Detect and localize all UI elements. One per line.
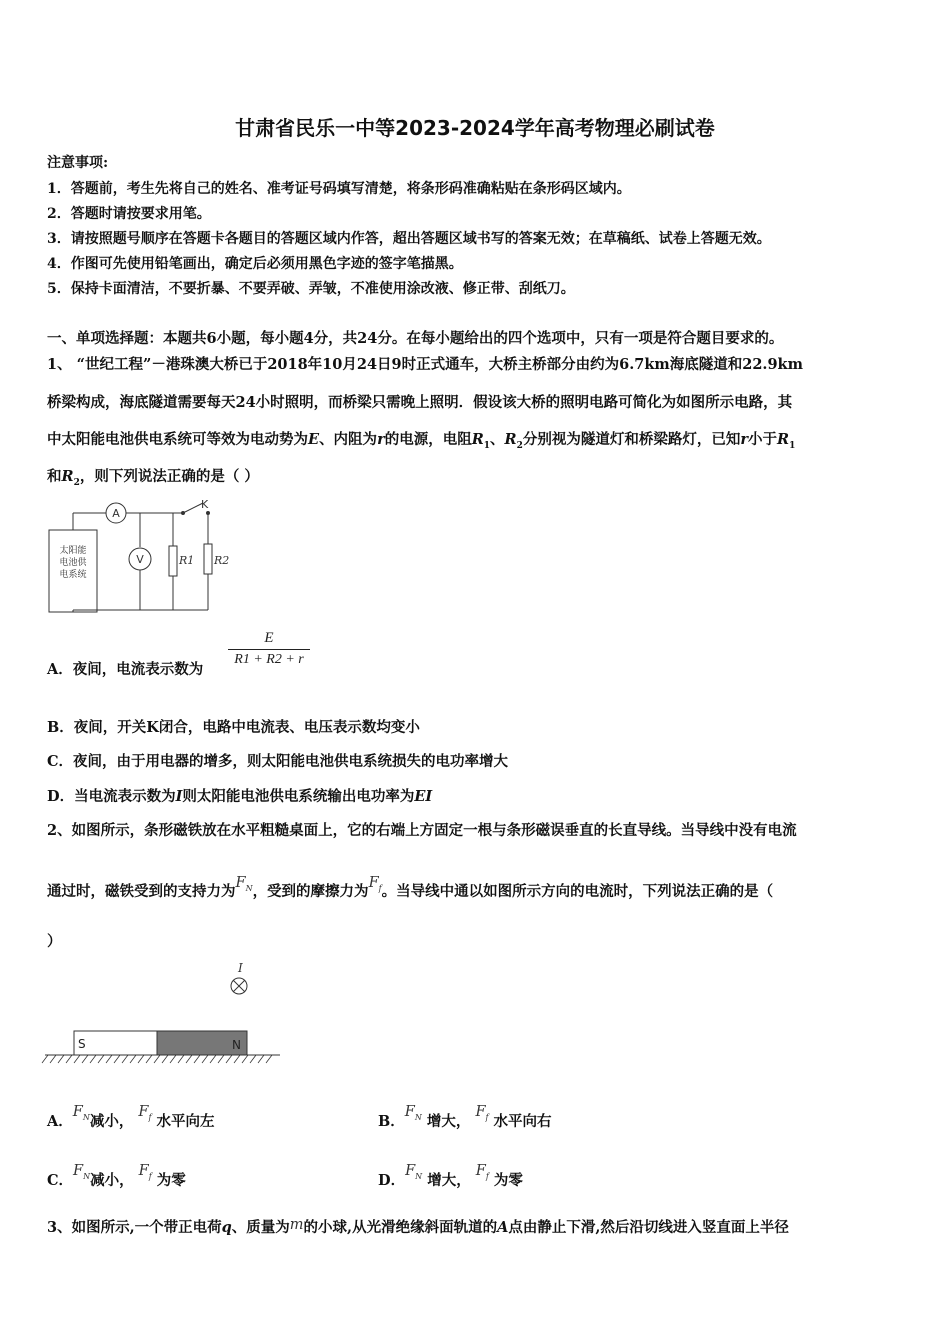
r2-label: R2 — [214, 554, 230, 567]
current-label: I — [238, 961, 243, 975]
q1-option-d: D．当电流表示数为I则太阳能电池供电系统输出电功率为EI — [47, 788, 433, 805]
table-hatch-mark — [194, 1055, 200, 1063]
table-hatch-mark — [186, 1055, 192, 1063]
table-hatch-mark — [242, 1055, 248, 1063]
notice-item-2: 2．答题时请按要求用笔。 — [47, 206, 211, 222]
table-hatch-mark — [162, 1055, 168, 1063]
table-hatch-mark — [234, 1055, 240, 1063]
table-hatch-mark — [42, 1055, 48, 1063]
notice-item-4: 4．作图可先使用铅笔画出，确定后必须用黑色字迹的签字笔描黑。 — [47, 256, 463, 272]
q3-line-1: 3、如图所示,一个带正电荷q、质量为m的小球,从光滑绝缘斜面轨道的A点由静止下滑,然后沿切线进入竖直面上半径 — [47, 1217, 789, 1236]
box-label-1: 太阳能 — [59, 546, 87, 556]
page-title: 甘肃省民乐一中等2023-2024学年高考物理必刷试卷 — [235, 116, 715, 140]
q1-option-c: C．夜间，由于用电器的增多，则太阳能电池供电系统损失的电功率增大 — [47, 753, 509, 770]
table-hatch-mark — [266, 1055, 272, 1063]
q2-line-2: 通过时，磁铁受到的支持力为$F_N$，受到的摩擦力为$F_f$。当导线中通以如图所示方向的电流时，下列说法正确的是（ — [47, 875, 774, 900]
r1-label: R1 — [179, 554, 195, 567]
table-hatch-mark — [58, 1055, 64, 1063]
table-hatch-mark — [146, 1055, 152, 1063]
table-hatch-mark — [250, 1055, 256, 1063]
q1-option-b: B．夜间，开关K闭合，电路中电流表、电压表示数均变小 — [47, 719, 420, 736]
switch-label: K — [201, 498, 209, 511]
table-hatch-mark — [154, 1055, 160, 1063]
table-hatch-mark — [258, 1055, 264, 1063]
magnet-south-half — [74, 1031, 157, 1055]
notice-heading: 注意事项: — [47, 155, 109, 171]
notice-item-3: 3．请按照题号顺序在答题卡各题目的答题区域内作答，超出答题区域书写的答案无效；在草稿纸、试卷上答题无效。 — [47, 231, 771, 247]
table-hatch-mark — [130, 1055, 136, 1063]
q1-line-3: 中太阳能电池供电系统可等效为电动势为E、内阻为r的电源，电阻$R_1$、$R_2$分别视为隧道灯和桥梁路灯，已知r小于$R_1$ — [47, 431, 796, 451]
circuit-diagram — [40, 495, 240, 620]
table-hatch-mark — [170, 1055, 176, 1063]
table-hatch-mark — [74, 1055, 80, 1063]
section-heading: 一、单项选择题：本题共6小题，每小题4分，共24分。在每小题给出的四个选项中，只有一项是符合题目要求的。 — [47, 330, 784, 347]
table-hatch-mark — [226, 1055, 232, 1063]
magnet-diagram — [40, 958, 290, 1068]
resistor-r1 — [169, 546, 177, 576]
table-hatch-mark — [90, 1055, 96, 1063]
q1-option-a-fraction: $\frac{E}{R1 + R2 + r}$ — [228, 630, 310, 668]
q1-line-2: 桥梁构成，海底隧道需要每天24小时照明，而桥梁只需晚上照明．假设该大桥的照明电路可简化为如图所示电路，其 — [47, 394, 793, 411]
notice-item-1: 1．答题前，考生先将自己的姓名、准考证号码填写清楚，将条形码准确粘贴在条形码区域内。 — [47, 181, 631, 197]
table-hatch-mark — [202, 1055, 208, 1063]
q1-line-1: 1、 “世纪工程”－港珠澳大桥已于2018年10月24日9时正式通车，大桥主桥部分由约为6.7km海底隧道和22.9km — [47, 356, 803, 373]
box-label-2: 电池供 — [59, 558, 87, 568]
south-label: S — [78, 1037, 86, 1051]
table-hatch-mark — [50, 1055, 56, 1063]
q2-option-c: C．$F_N$减小， $F_f$ 为零 — [47, 1163, 186, 1189]
box-label-3: 电系统 — [59, 570, 87, 580]
q2-option-b: B．$F_N$ 增大， $F_f$ 水平向右 — [378, 1104, 552, 1130]
ammeter-label: A — [112, 507, 120, 520]
table-hatch-mark — [82, 1055, 88, 1063]
table-hatch-mark — [218, 1055, 224, 1063]
table-hatch-mark — [178, 1055, 184, 1063]
north-label: N — [232, 1038, 241, 1052]
table-hatch-mark — [66, 1055, 72, 1063]
table-hatch-mark — [138, 1055, 144, 1063]
table-hatch-mark — [114, 1055, 120, 1063]
notice-item-5: 5．保持卡面清洁，不要折暴、不要弄破、弄皱，不准使用涂改液、修正带、刮纸刀。 — [47, 281, 575, 297]
resistor-r2 — [204, 544, 212, 574]
table-hatch-mark — [210, 1055, 216, 1063]
q2-line-1: 2、如图所示，条形磁铁放在水平粗糙桌面上，它的右端上方固定一根与条形磁误垂直的长直导线。当导线中没有电流 — [47, 822, 797, 839]
q1-option-a: A．夜间，电流表示数为 — [47, 661, 204, 678]
q1-line-4: 和$R_2$，则下列说法正确的是（ ） — [47, 468, 259, 488]
q2-option-d: D．$F_N$ 增大， $F_f$ 为零 — [378, 1163, 523, 1189]
voltmeter-label: V — [136, 553, 144, 566]
table-hatch-mark — [106, 1055, 112, 1063]
q2-line-3: ） — [47, 933, 62, 950]
table-hatch-mark — [98, 1055, 104, 1063]
table-hatch-mark — [122, 1055, 128, 1063]
q2-option-a: A．$F_N$减小， $F_f$ 水平向左 — [47, 1104, 215, 1130]
